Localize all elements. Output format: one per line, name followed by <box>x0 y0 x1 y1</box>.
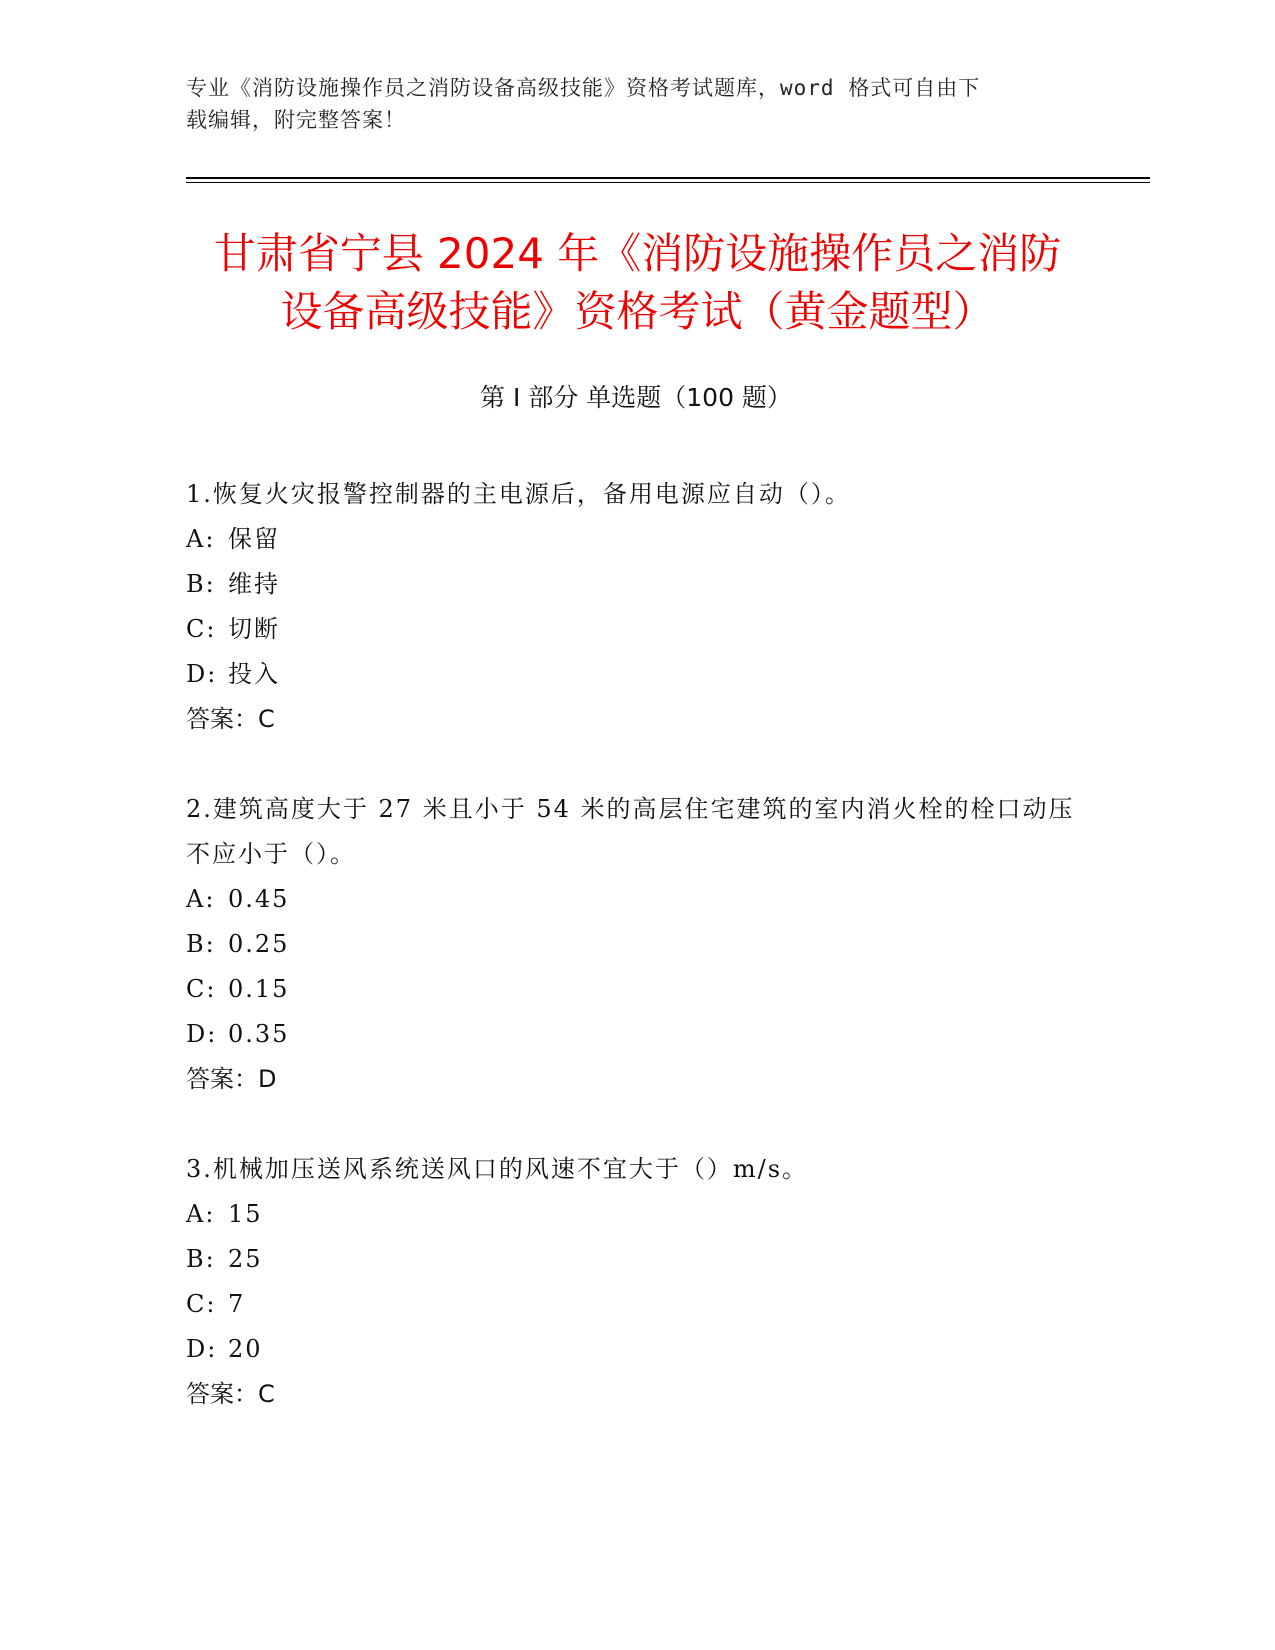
option-c <box>186 1282 1086 1327</box>
option-a <box>186 877 1086 922</box>
answer-line: 答案：C <box>186 1380 275 1408</box>
option-label: C: <box>186 975 217 1003</box>
title-line-1: 甘肃省宁县 2024 年《消防设施操作员之消防 <box>213 229 1062 278</box>
option-label: D: <box>186 1020 218 1048</box>
option-c <box>186 967 1086 1012</box>
intro-line-2: 载编辑，附完整答案！ <box>186 108 406 132</box>
option-d <box>186 652 1086 697</box>
option-text: 保留 <box>228 525 280 553</box>
option-text: 0.45 <box>228 885 290 913</box>
option-c <box>186 607 1086 652</box>
option-text: 20 <box>228 1335 263 1363</box>
question-1 <box>186 472 1086 742</box>
title-line-2: 设备高级技能》资格考试（黄金题型） <box>280 287 995 336</box>
option-text: 7 <box>228 1290 246 1318</box>
option-label: B: <box>186 570 216 598</box>
option-label: B: <box>186 1245 216 1273</box>
question-stem: 2.建筑高度大于 27 米且小于 54 米的高层住宅建筑的室内消火栓的栓口动压不应小于（）。 <box>186 795 1075 868</box>
option-text: 0.35 <box>228 1020 290 1048</box>
option-a <box>186 517 1086 562</box>
option-text: 0.15 <box>228 975 290 1003</box>
option-label: A: <box>186 525 216 553</box>
option-label: C: <box>186 1290 217 1318</box>
header-divider-thin <box>186 182 1150 183</box>
option-label: B: <box>186 930 216 958</box>
option-b <box>186 1237 1086 1282</box>
question-stem: 3.机械加压送风系统送风口的风速不宜大于（）m/s。 <box>186 1155 809 1183</box>
option-label: D: <box>186 660 218 688</box>
option-text: 维持 <box>228 570 280 598</box>
option-text: 0.25 <box>228 930 290 958</box>
option-label: D: <box>186 1335 218 1363</box>
intro-text <box>186 72 1086 136</box>
option-a <box>186 1192 1086 1237</box>
option-text: 15 <box>228 1200 263 1228</box>
option-label: A: <box>186 1200 216 1228</box>
question-3 <box>186 1147 1086 1417</box>
question-stem: 1.恢复火灾报警控制器的主电源后，备用电源应自动（）。 <box>186 480 851 508</box>
intro-line-1: 专业《消防设施操作员之消防设备高级技能》资格考试题库，word 格式可自由下 <box>186 76 981 100</box>
option-text: 投入 <box>228 660 280 688</box>
answer-line: 答案：C <box>186 705 275 733</box>
document-title <box>150 225 1125 341</box>
option-b <box>186 922 1086 967</box>
answer-line: 答案：D <box>186 1065 277 1093</box>
option-label: C: <box>186 615 217 643</box>
option-d <box>186 1327 1086 1372</box>
section-heading: 第 I 部分 单选题（100 题） <box>480 383 792 412</box>
option-label: A: <box>186 885 216 913</box>
header-divider-thick <box>186 177 1150 179</box>
question-list <box>186 472 1086 1462</box>
option-text: 切断 <box>228 615 280 643</box>
option-d <box>186 1012 1086 1057</box>
question-2 <box>186 787 1086 1102</box>
option-b <box>186 562 1086 607</box>
option-text: 25 <box>228 1245 263 1273</box>
